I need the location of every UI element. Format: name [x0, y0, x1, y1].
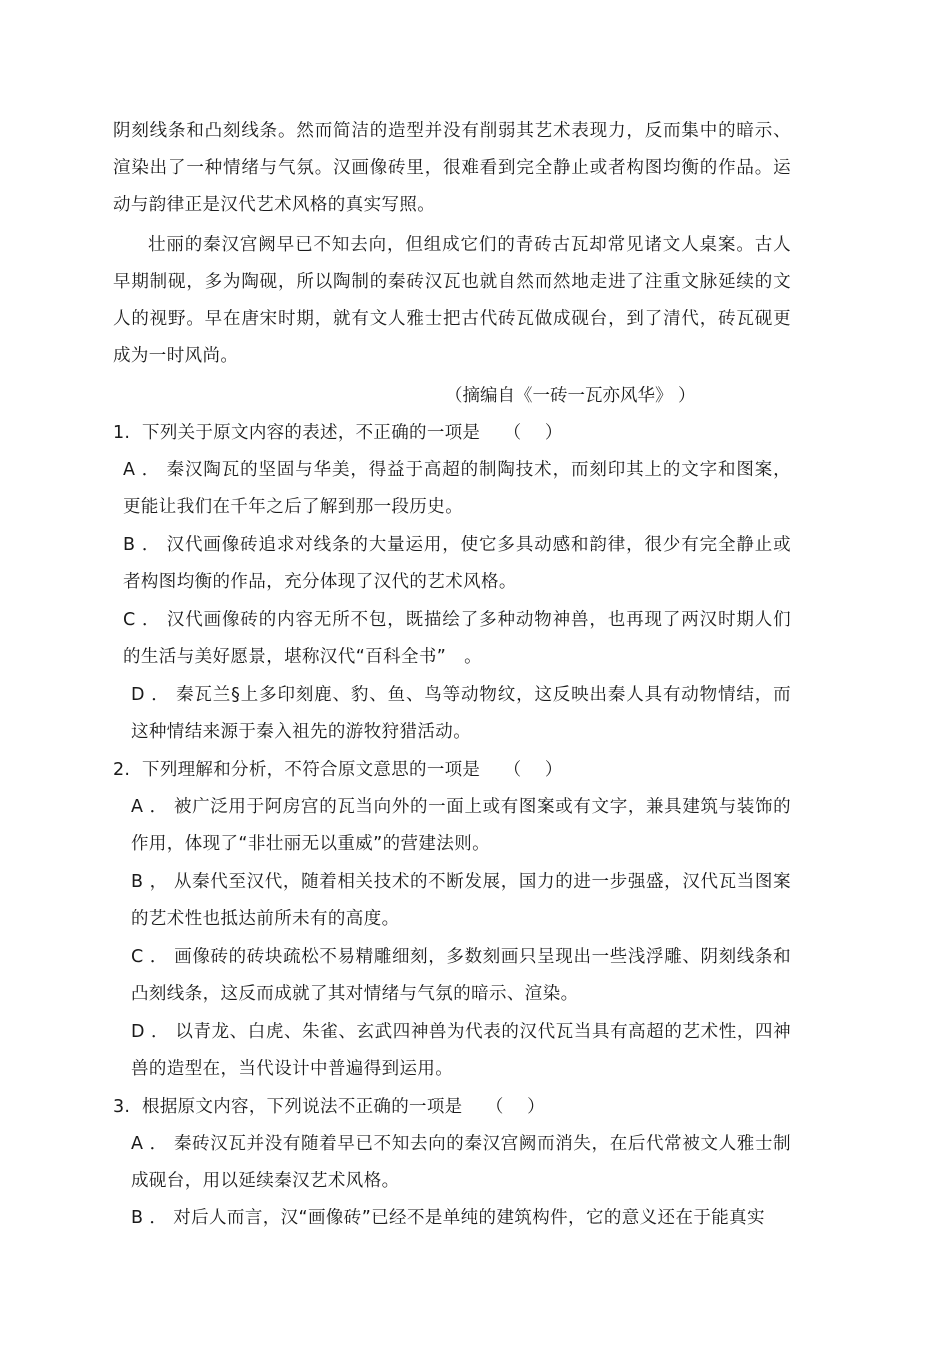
- question-2-option-a: A ． 被广泛用于阿房宫的瓦当向外的一面上或有图案或有文字，兼具建筑与装饰的作用，体现了“非壮丽无以重威”的营建法则。: [131, 797, 791, 854]
- question-2-option-b: B ， 从秦代至汉代，随着相关技术的不断发展，国力的进一步强盛，汉代瓦当图案的艺术性也抵达前所未有的高度。: [131, 872, 791, 929]
- question-1-stem: 1. 下列关于原文内容的表述，不正确的一项是 （ ）: [113, 423, 563, 443]
- question-1-option-b: B ． 汉代画像砖追求对线条的大量运用，使它多具动感和韵律，很少有完全静止或者构图均衡的作品，充分体现了汉代的艺术风格。: [123, 535, 791, 592]
- question-3-option-a: A ． 秦砖汉瓦并没有随着早已不知去向的秦汉宫阙而消失，在后代常被文人雅士制成砚台，用以延续秦汉艺术风格。: [131, 1134, 791, 1191]
- question-3-stem: 3. 根据原文内容，下列说法不正确的一项是 （ ）: [113, 1097, 545, 1117]
- question-1-option-c: C ． 汉代画像砖的内容无所不包，既描绘了多种动物神兽，也再现了两汉时期人们的生活与美好愿景，堪称汉代“百科全书” 。: [123, 610, 791, 667]
- question-1-option-a: A ． 秦汉陶瓦的坚固与华美，得益于高超的制陶技术，而刻印其上的文字和图案，更能让我们在千年之后了解到那一段历史。: [123, 460, 791, 517]
- question-3-option-b: B ． 对后人而言，汉“画像砖”已经不是单纯的建筑构件，它的意义还在于能真实: [131, 1208, 765, 1228]
- question-1-option-d: D ． 秦瓦兰§上多印刻鹿、豹、鱼、鸟等动物纹，这反映出秦人具有动物情结，而这种情结来源于秦入祖先的游牧狩猎活动。: [131, 685, 791, 742]
- passage-source: （摘编自《一砖一瓦亦风华》 ）: [445, 386, 696, 406]
- passage-paragraph-1: 阴刻线条和凸刻线条。然而简洁的造型并没有削弱其艺术表现力，反而集中的暗示、渲染出了一种情绪与气氛。汉画像砖里，很难看到完全静止或者构图均衡的作品。运动与韵律正是汉代艺术风格的真实写照。: [113, 121, 791, 215]
- question-2-option-d: D ． 以青龙、白虎、朱雀、玄武四神兽为代表的汉代瓦当具有高超的艺术性，四神兽的造型在，当代设计中普遍得到运用。: [131, 1022, 791, 1079]
- question-2-stem: 2. 下列理解和分析，不符合原文意思的一项是 （ ）: [113, 760, 563, 780]
- question-2-option-c: C ． 画像砖的砖块疏松不易精雕细刻，多数刻画只呈现出一些浅浮雕、阴刻线条和凸刻线条，这反而成就了其对情绪与气氛的暗示、渲染。: [131, 947, 791, 1004]
- passage-paragraph-2: 壮丽的秦汉宫阙早已不知去向，但组成它们的青砖古瓦却常见诸文人桌案。古人早期制砚，多为陶砚，所以陶制的秦砖汉瓦也就自然而然地走进了注重文脉延续的文人的视野。早在唐宋时期，就有文人雅士把古代砖瓦做成砚台，到了清代，砖瓦砚更成为一时风尚。: [113, 235, 791, 366]
